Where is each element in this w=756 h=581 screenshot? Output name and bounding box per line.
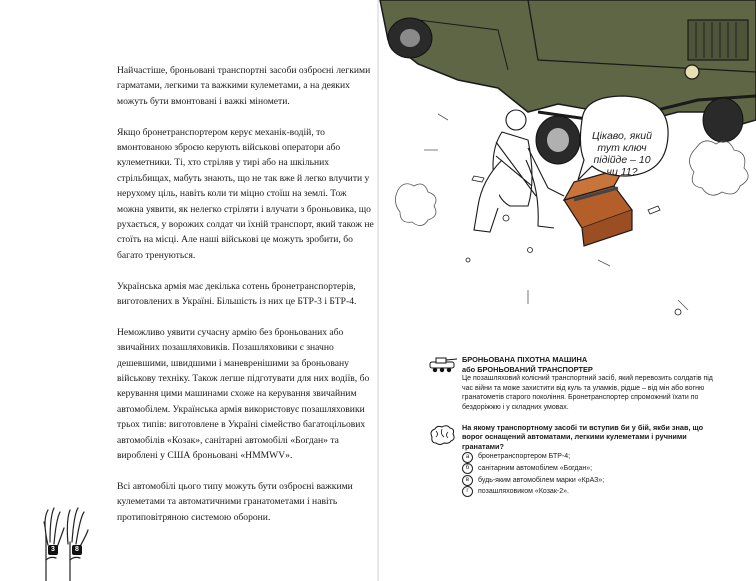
quiz-option [462,475,722,487]
toolbox-drawing [564,168,632,246]
option-letter: г [462,486,473,497]
quiz-option [462,463,722,475]
option-letter: б [462,463,473,474]
option-text: будь-яким автомобілем марки «КрАЗ»; [478,476,605,484]
paragraph: Найчастіше, броньовані транспортні засоби озброєні легкими гарматами, легкими та важкими кулеметами, а на деяких можуть бути вмонтовані і важкі міномети. [117,65,371,107]
brain-icon [428,425,456,445]
raised-hands-illustration [40,500,90,581]
military-vehicle-drawing [380,0,756,164]
armored-vehicle-icon [428,357,458,373]
quiz-question: На якому транспортному засобі ти вступив би у бій, якби знав, що ворог оснащений автоматами, легкими кулеметами і ручними гранатами? [462,422,704,451]
info-title-line2: або БРОНЬОВАНИЙ ТРАНСПОРТЕР [462,364,593,374]
paragraph: Неможливо уявити сучасну армію без броньованих або звичайних позашляховиків. Позашляховики є значно дешевшими, швидшими і маневренішими за броньовану військову техніку. Також легше підготувати для них водіїв, бо керування цими машинами схоже на керування звичайним автомобілем. Українська армія використовує позашляховики трьох типів: виготовлене в Україні сімейство багатоцільових автомобілів «Козак», санітарні автомобілі «Богдан» та вироблені у США броньовані «HMMWV». [117,326,370,462]
option-text: бронетранспортером БТР-4; [478,453,571,461]
option-letter: в [462,475,473,486]
info-description: Це позашляховий колісний транспортний засіб, який перевозить солдатів під час війни та може захистити від куль та уламків, рідше – від мін або вогню гранатометів старого покоління. Бронетранспортер спроможний їхати по бездоріжжю і у складних умовах. [462,375,713,411]
quiz-option [462,486,722,498]
vehicle-repair-illustration [378,0,756,340]
page-number-right: 8 [72,545,82,555]
page-number-left: 3 [48,545,58,555]
paragraph: Українська армія має декілька сотень бронетранспортерів, виготовлених в Україні. Більшість із них це БТР-3 і БТР-4. [117,280,357,308]
quiz-option [462,451,722,463]
info-title-line1: БРОНЬОВАНА ПІХОТНА МАШИНА [462,355,588,364]
paragraph: Всі автомобілі цього типу можуть бути озброєні важкими кулеметами та автоматичними гранатометами і навіть протиповітряною системою оборони. [117,480,353,523]
left-text-column [117,63,375,541]
option-text: санітарним автомобілем «Богдан»; [478,464,593,472]
option-text: позашляховиком «Козак-2». [478,488,569,496]
info-panel [462,355,722,498]
speech-bubble-text: Цікаво, який тут ключ підійде – 10 чи 11? [592,130,652,178]
option-letter: а [462,452,473,463]
paragraph: Якщо бронетранспортером керує механік-водій, то вмонтованою зброєю керують військові оператори або кулеметники. Ті, хто стріляв у тирі або на шкільних стрільбищах, мабуть знають, що не так вже й легко влучити у нерухому ціль, навіть коли ти міцно стоїш на землі. Тож можна уявити, як нелегко стріляти і влучати з броньовика, що рухається, у ворожих солдат чи їхній транспорт, який також не стоїть на місці. Але наші військові це можуть зробити, бо багато тренуються. [117,126,374,261]
